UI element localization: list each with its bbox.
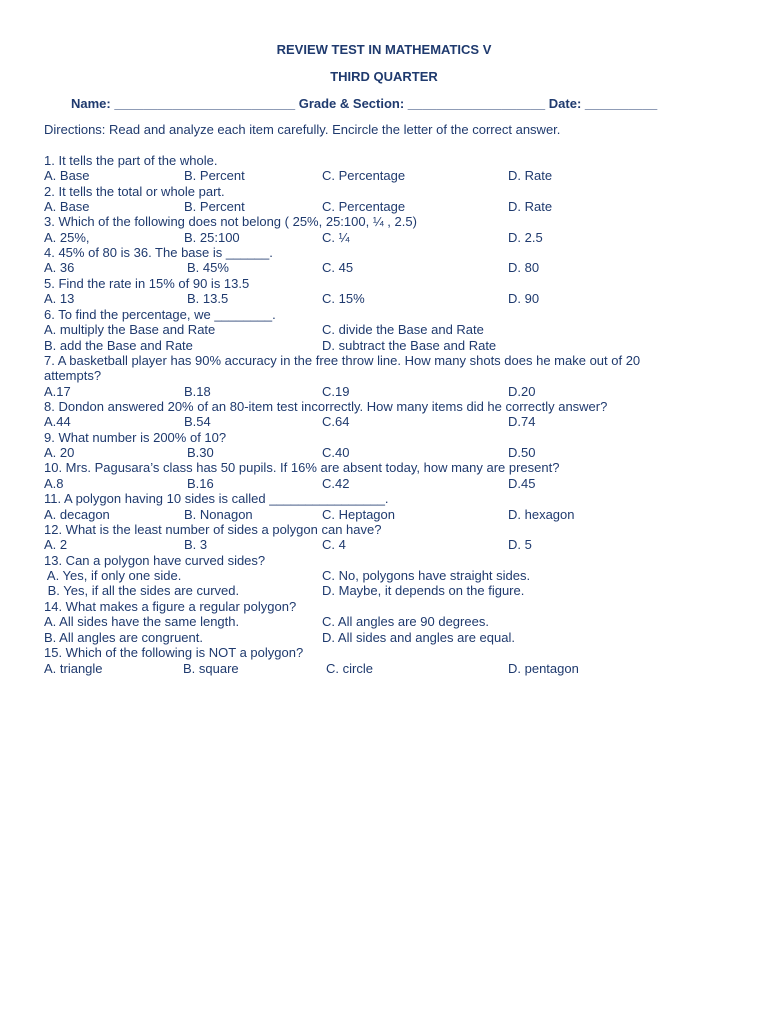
choice-d: D.74 xyxy=(508,414,536,429)
student-info-line: Name: _________________________ Grade & Section: ___________________ Date: __________ xyxy=(71,96,658,111)
directions: Directions: Read and analyze each item carefully. Encircle the letter of the correct answer. xyxy=(44,122,561,137)
choice-b: B. 3 xyxy=(184,537,208,552)
question-9: 9. What number is 200% of 10? xyxy=(44,430,227,445)
choice-a: A. 13 xyxy=(44,291,75,306)
choice-b: B.54 xyxy=(184,414,211,429)
choice-a: A. multiply the Base and Rate xyxy=(44,322,216,337)
choices-10 xyxy=(44,476,536,491)
choice-a: A. Base xyxy=(44,199,90,214)
choice-b: B.16 xyxy=(187,476,214,491)
question-15: 15. Which of the following is NOT a polygon? xyxy=(44,645,304,660)
choice-c: C.64 xyxy=(322,414,350,429)
question-5: 5. Find the rate in 15% of 90 is 13.5 xyxy=(44,276,250,291)
choice-b: B. 13.5 xyxy=(187,291,229,306)
choice-d: D. Rate xyxy=(508,199,553,214)
choice-d: D. 5 xyxy=(508,537,532,552)
test-subtitle: THIRD QUARTER xyxy=(330,69,438,84)
question-12: 12. What is the least number of sides a polygon can have? xyxy=(44,522,382,537)
choice-c: C.19 xyxy=(322,384,350,399)
test-title: REVIEW TEST IN MATHEMATICS V xyxy=(276,42,492,57)
choices-4 xyxy=(44,260,540,275)
choice-a: A. decagon xyxy=(44,507,110,522)
choice-c: C. 15% xyxy=(322,291,365,306)
question-2: 2. It tells the total or whole part. xyxy=(44,184,225,199)
choices-6-row1 xyxy=(44,322,484,337)
question-1: 1. It tells the part of the whole. xyxy=(44,153,218,168)
choice-d: D. All sides and angles are equal. xyxy=(322,630,515,645)
choices-1 xyxy=(44,168,553,183)
choice-c: C. Heptagon xyxy=(322,507,395,522)
choice-c: C. Percentage xyxy=(322,168,406,183)
choices-13-row2 xyxy=(44,583,525,598)
question-7: 7. A basketball player has 90% accuracy in the free throw line. How many shots does he make out of 20 xyxy=(44,353,641,368)
choice-d: D.45 xyxy=(508,476,536,491)
choice-d: D.20 xyxy=(508,384,536,399)
choices-13-row1 xyxy=(44,568,531,583)
question-7-continued: attempts? xyxy=(44,368,102,383)
choice-b: B. add the Base and Rate xyxy=(44,338,193,353)
choice-b: B. All angles are congruent. xyxy=(44,630,203,645)
choices-6-row2 xyxy=(44,338,497,353)
choice-a: A. Base xyxy=(44,168,90,183)
question-11: 11. A polygon having 10 sides is called ________________. xyxy=(44,491,389,506)
question-10: 10. Mrs. Pagusara’s class has 50 pupils. If 16% are absent today, how many are present? xyxy=(44,460,560,475)
choice-d: D. 90 xyxy=(508,291,540,306)
choice-b: B. Yes, if all the sides are curved. xyxy=(44,583,240,598)
choice-c: C. 45 xyxy=(322,260,354,275)
choices-9 xyxy=(44,445,536,460)
choice-a: A. 25%, xyxy=(44,230,90,245)
question-8: 8. Dondon answered 20% of an 80-item test incorrectly. How many items did he correctly answer? xyxy=(44,399,608,414)
choices-11 xyxy=(44,507,575,522)
choices-7 xyxy=(44,384,536,399)
choice-d: D. 80 xyxy=(508,260,540,275)
choice-a: A. 20 xyxy=(44,445,75,460)
choice-c: C. divide the Base and Rate xyxy=(322,322,484,337)
choice-a: A. 2 xyxy=(44,537,68,552)
choice-b: B. 45% xyxy=(187,260,229,275)
choice-d: D. Rate xyxy=(508,168,553,183)
choices-15 xyxy=(44,661,579,676)
choice-b: B. square xyxy=(183,661,239,676)
question-3: 3. Which of the following does not belong ( 25%, 25:100, ¼ , 2.5) xyxy=(44,214,417,229)
choices-8 xyxy=(44,414,536,429)
choice-d: D.50 xyxy=(508,445,536,460)
choice-d: D. hexagon xyxy=(508,507,575,522)
choice-b: B. Percent xyxy=(184,199,245,214)
choices-14-row2 xyxy=(44,630,515,645)
choice-b: B.30 xyxy=(187,445,214,460)
choice-c: C.42 xyxy=(322,476,350,491)
choice-c: C.40 xyxy=(322,445,350,460)
choices-5 xyxy=(44,291,540,306)
choice-a: A. 36 xyxy=(44,260,75,275)
choice-c: C. No, polygons have straight sides. xyxy=(322,568,531,583)
choice-c: C. 4 xyxy=(322,537,346,552)
choice-b: B. Percent xyxy=(184,168,245,183)
choice-c: C. Percentage xyxy=(322,199,406,214)
choice-a: A. triangle xyxy=(44,661,103,676)
choice-c: C. All angles are 90 degrees. xyxy=(322,614,489,629)
question-14: 14. What makes a figure a regular polygon? xyxy=(44,599,297,614)
choices-14-row1 xyxy=(44,614,489,629)
choice-c: C. ¼ xyxy=(322,230,350,245)
choices-2 xyxy=(44,199,553,214)
choice-b: B. 25:100 xyxy=(184,230,240,245)
question-13: 13. Can a polygon have curved sides? xyxy=(44,553,266,568)
choice-d: D. 2.5 xyxy=(508,230,543,245)
choice-a: A. Yes, if only one side. xyxy=(44,568,182,583)
choice-a: A.17 xyxy=(44,384,71,399)
choice-a: A.8 xyxy=(44,476,64,491)
question-4: 4. 45% of 80 is 36. The base is ______. xyxy=(44,245,273,260)
choice-a: A.44 xyxy=(44,414,71,429)
choice-d: D. Maybe, it depends on the figure. xyxy=(322,583,525,598)
choice-d: D. subtract the Base and Rate xyxy=(322,338,497,353)
choice-a: A. All sides have the same length. xyxy=(44,614,240,629)
choice-d: D. pentagon xyxy=(508,661,579,676)
choice-b: B.18 xyxy=(184,384,211,399)
choices-12 xyxy=(44,537,532,552)
choice-c: C. circle xyxy=(326,661,373,676)
question-6: 6. To find the percentage, we ________. xyxy=(44,307,276,322)
choices-3 xyxy=(44,230,543,245)
choice-b: B. Nonagon xyxy=(184,507,253,522)
